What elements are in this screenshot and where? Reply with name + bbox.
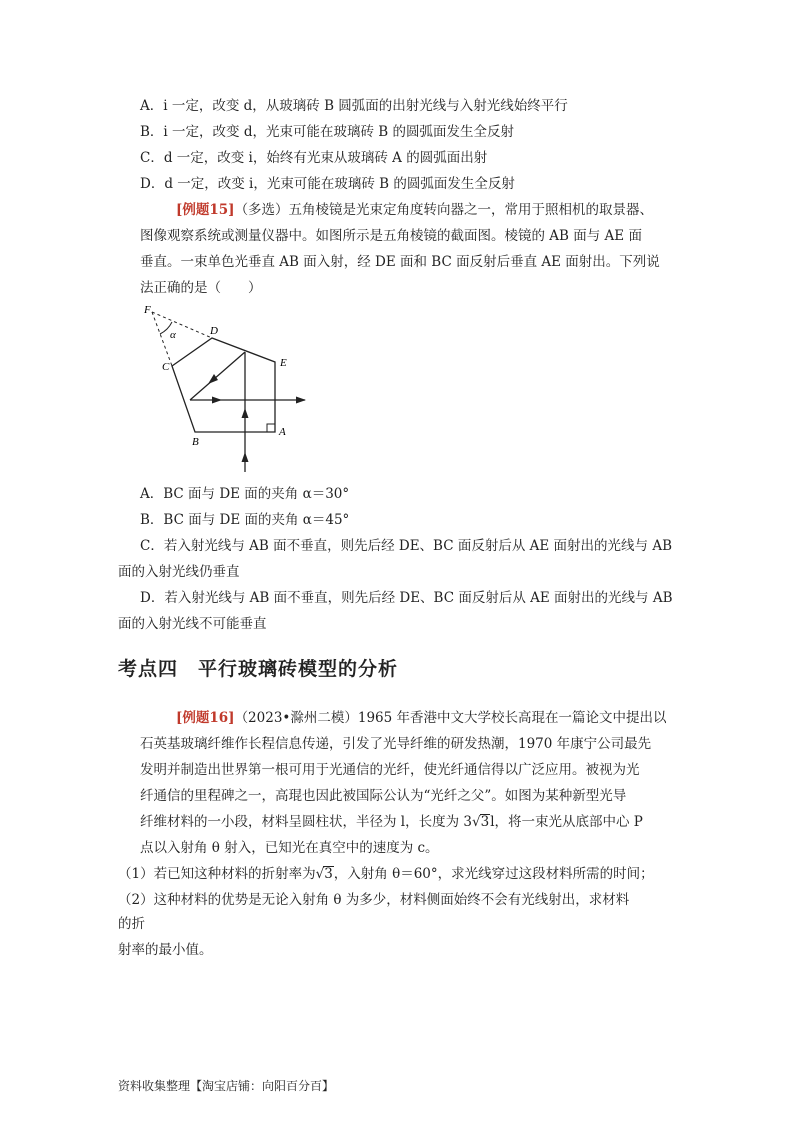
ex16-line5	[140, 812, 643, 832]
label-alpha: α	[170, 329, 176, 341]
ex15-option-c1: C．若入射光线与 AB 面不垂直，则先后经 DE、BC 面反射后从 AE 面射出的光线与 AB	[140, 538, 672, 554]
ex15-option-b: B．BC 面与 DE 面的夹角 α＝45°	[140, 512, 350, 528]
ex16-line3: 发明并制造出世界第一根可用于光通信的光纤，使光纤通信得以广泛应用。被视为光	[140, 762, 640, 778]
arrow-right-outer	[296, 397, 306, 404]
ex15-option-c2: 面的入射光线仍垂直	[118, 564, 240, 580]
ex16-line2: 石英基玻璃纤维作长程信息传递，引发了光导纤维的研发热潮，1970 年康宁公司最先	[140, 736, 652, 752]
option-prev-a: A．i 一定，改变 d，从玻璃砖 B 圆弧面的出射光线与入射光线始终平行	[140, 98, 568, 114]
ex15-line4: 法正确的是（ ）	[140, 280, 262, 296]
ex15-tag: [例题15]	[176, 202, 235, 218]
ex16-q1-b: ，入射角 θ＝60°，求光线穿过这段材料所需的时间；	[333, 866, 654, 882]
ex16-q2-line3: 射率的最小值。	[118, 942, 213, 958]
label-e: E	[280, 357, 287, 369]
arrow-right-inner	[212, 397, 222, 404]
label-b: B	[192, 436, 199, 448]
right-angle-mark	[267, 424, 275, 432]
ex15-text1: （多选）五角棱镜是光束定角度转向器之一，常用于照相机的取景器、	[234, 202, 654, 218]
label-c: C	[162, 361, 170, 373]
ex16-line6: 点以入射角 θ 射入，已知光在真空中的速度为 c。	[140, 840, 439, 856]
option-prev-c: C．d 一定，改变 i，始终有光束从玻璃砖 A 的圆弧面出射	[140, 150, 488, 166]
sqrt-symbol: √	[315, 866, 325, 882]
ex16-line5-a: 纤维材料的一小段，材料呈圆柱状，半径为 l，长度为 3	[140, 814, 472, 830]
ex15-line2: 图像观察系统或测量仪器中。如图所示是五角棱镜的截面图。棱镜的 AB 面与 AE 面	[140, 228, 642, 244]
dashed-line-fd	[152, 312, 212, 338]
label-d: D	[210, 325, 218, 337]
ex15-option-d2: 面的入射光线不可能垂直	[118, 616, 267, 632]
ex15-line3: 垂直。一束单色光垂直 AB 面入射，经 DE 面和 BC 面反射后垂直 AE 面射出。下列说	[140, 254, 660, 270]
ex16-line5-b: l，将一束光从底部中心 P	[490, 814, 643, 830]
arrow-diagonal	[208, 374, 218, 384]
option-prev-d: D．d 一定，改变 i，光束可能在玻璃砖 B 的圆弧面发生全反射	[140, 176, 515, 192]
ex15-line1	[176, 200, 653, 220]
pentaprism-figure	[130, 300, 330, 480]
ex16-line4: 纤通信的里程碑之一，高琨也因此被国际公认为“光纤之父”。如图为某种新型光导	[140, 788, 627, 804]
pentaprism-outline	[172, 338, 275, 432]
ex16-q2-line2: 的折	[118, 916, 145, 932]
reflected-ray	[190, 352, 245, 400]
ex16-q1	[118, 864, 654, 884]
ex16-text1: （2023•滁州二模）1965 年香港中文大学校长高琨在一篇论文中提出以	[234, 710, 667, 726]
section-title: 考点四 平行玻璃砖模型的分析	[118, 658, 399, 680]
ex16-tag: [例题16]	[176, 710, 235, 726]
sqrt-radicand: 3	[480, 814, 490, 830]
ex15-option-d1: D．若入射光线与 AB 面不垂直，则先后经 DE、BC 面反射后从 AE 面射出的光线与 AB	[140, 590, 673, 606]
ex16-q2-line1: （2）这种材料的优势是无论入射角 θ 为多少，材料侧面始终不会有光线射出，求材料	[118, 892, 630, 908]
sqrt-radicand: 3	[324, 866, 333, 882]
ex16-q1-a: （1）若已知这种材料的折射率为	[118, 866, 316, 882]
label-f: F	[144, 304, 151, 316]
option-prev-b: B．i 一定，改变 d，光束可能在玻璃砖 B 的圆弧面发生全反射	[140, 124, 514, 140]
ex16-line1	[176, 708, 667, 728]
sqrt-symbol: √	[472, 814, 481, 830]
dashed-line-fc	[152, 312, 172, 366]
arrow-up-lower	[242, 452, 249, 462]
label-a: A	[279, 426, 286, 438]
page-footer: 资料收集整理【淘宝店铺：向阳百分百】	[118, 1079, 335, 1093]
ex15-option-a: A．BC 面与 DE 面的夹角 α＝30°	[140, 486, 350, 502]
arrow-up-upper	[242, 408, 249, 418]
